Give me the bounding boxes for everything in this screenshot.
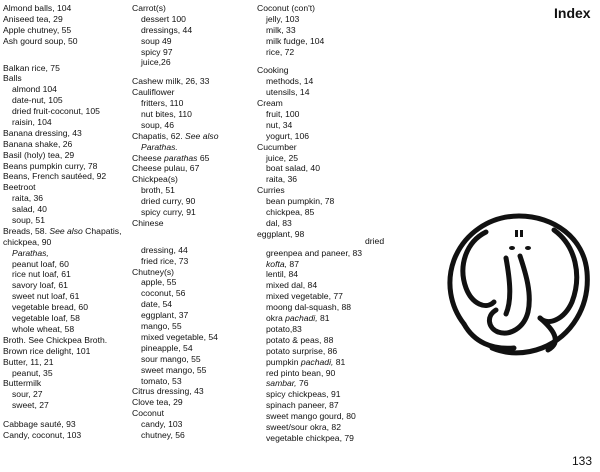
index-subentry [257, 324, 397, 335]
entry-text: savory loaf, 61 [12, 280, 68, 291]
index-subentry [257, 389, 397, 400]
index-subentry [132, 343, 258, 354]
index-subentry [257, 196, 397, 207]
index-entry [3, 14, 129, 25]
entry-text: fritters, 110 [141, 98, 184, 109]
index-subentry [3, 215, 129, 226]
entry-text: date, 54 [141, 299, 173, 310]
index-subentry [257, 174, 397, 185]
index-subentry [132, 354, 258, 365]
index-subentry [257, 218, 397, 229]
index-subentry [3, 324, 129, 335]
index-subentry [3, 117, 129, 128]
entry-tail-text: 81 [333, 356, 346, 367]
entry-text: Balkan rice, 75 [3, 62, 60, 73]
index-entry [132, 386, 258, 397]
index-subentry [132, 365, 258, 376]
entry-text: moong dal-squash, 88 [266, 302, 352, 313]
entry-text: sweet, 27 [12, 400, 49, 411]
entry-tail-text: 87 [287, 258, 299, 269]
index-subentry [3, 95, 129, 106]
entry-text: vegetable bread, 60 [12, 302, 88, 313]
index-entry [132, 174, 258, 185]
entry-text: dried fruit-coconut, 105 [12, 106, 100, 117]
index-entry [3, 430, 129, 441]
entry-text: pumpkin [266, 356, 299, 367]
entry-text: Chinese [132, 217, 164, 228]
index-subentry [132, 277, 258, 288]
index-subentry [132, 256, 258, 267]
entry-text: potato surprise, 86 [266, 345, 338, 356]
entry-text: boat salad, 40 [266, 163, 320, 174]
index-subentry [257, 335, 397, 346]
index-entry [3, 357, 129, 368]
index-subentry [3, 84, 129, 95]
entry-text: dressings, 44 [141, 24, 193, 35]
entry-text: vegetable loaf, 58 [12, 313, 80, 324]
entry-text: Citrus dressing, 43 [132, 386, 204, 397]
index-subentry [257, 422, 397, 433]
entry-text: eggplant, 98 [257, 228, 305, 239]
entry-text: Broth. See Chickpea Broth. [3, 334, 108, 345]
entry-text: spicy 97 [141, 46, 173, 57]
entry-text: nut, 34 [266, 119, 293, 130]
index-subentry [132, 310, 258, 321]
entry-text: broth, 51 [141, 185, 175, 196]
index-entry [3, 36, 129, 47]
index-subentry [3, 259, 129, 270]
index-subentry [132, 299, 258, 310]
index-entry [3, 139, 129, 150]
index-subentry [132, 196, 258, 207]
entry-text: Ash gourd soup, 50 [3, 35, 78, 46]
stray-text-fragment: dried [365, 236, 385, 246]
entry-text: Cabbage sauté, 93 [3, 419, 76, 430]
entry-text: Balls [3, 73, 22, 84]
index-subentry [257, 87, 397, 98]
index-entry [257, 65, 397, 76]
entry-text: Breads, 58. [3, 225, 47, 236]
entry-text: chickpea, 90 [3, 236, 52, 247]
entry-text: utensils, 14 [266, 87, 310, 98]
entry-tail-text: 65 [197, 152, 210, 163]
entry-text: chickpea, 85 [266, 207, 315, 218]
index-subentry [132, 430, 258, 441]
entry-text: candy, 103 [141, 419, 183, 430]
index-subentry [132, 25, 258, 36]
index-entry [132, 218, 258, 229]
index-subentry [132, 332, 258, 343]
index-subentry [132, 14, 258, 25]
index-subentry [257, 47, 397, 58]
entry-text: Banana shake, 26 [3, 138, 73, 149]
entry-text: Cashew milk, 26, 33 [132, 76, 210, 87]
entry-text: juice, 25 [266, 152, 299, 163]
page-number: 133 [572, 454, 593, 468]
entry-text: Aniseed tea, 29 [3, 13, 63, 24]
entry-text: raisin, 104 [12, 117, 52, 128]
index-entry [257, 98, 397, 109]
entry-text: Coconut (con't) [257, 3, 316, 13]
entry-text: Cheese [132, 152, 162, 163]
entry-italic-text: Parathas, [12, 247, 49, 258]
index-subentry [3, 106, 129, 117]
entry-text: okra [266, 313, 283, 324]
entry-text: Chapatis, 62. [132, 130, 183, 141]
index-entry [3, 161, 129, 172]
index-entry [132, 76, 258, 87]
index-entry [3, 237, 129, 248]
entry-text: nut bites, 110 [141, 109, 192, 120]
index-entry [3, 335, 129, 346]
index-entry [3, 3, 129, 14]
entry-text: Cauliflower [132, 87, 175, 98]
index-entry [3, 63, 129, 74]
index-entry [132, 87, 258, 98]
index-subentry [257, 76, 397, 87]
entry-text: rice, 72 [266, 46, 295, 57]
index-subentry [257, 120, 397, 131]
entry-text: Coconut [132, 408, 165, 419]
index-entry [257, 3, 397, 14]
spacer [132, 229, 258, 237]
entry-italic-text: parathas [161, 152, 198, 163]
entry-italic-text: sambar, [266, 378, 297, 389]
index-subentry [3, 302, 129, 313]
index-subentry [132, 98, 258, 109]
index-subentry [257, 14, 397, 25]
index-column-2 [132, 3, 258, 441]
entry-text: raita, 36 [266, 174, 298, 185]
entry-italic-text: See also [182, 130, 219, 141]
entry-text: almond 104 [12, 84, 57, 95]
entry-text: lentil, 84 [266, 269, 299, 280]
entry-text: chutney, 56 [141, 429, 185, 440]
index-subentry [3, 313, 129, 324]
index-subentry [257, 163, 397, 174]
entry-text: Beetroot [3, 182, 36, 193]
entry-text: soup, 46 [141, 119, 174, 130]
entry-text: milk, 33 [266, 24, 296, 35]
entry-text: soup, 51 [12, 215, 45, 226]
entry-text: sour mango, 55 [141, 353, 201, 364]
index-entry [132, 3, 258, 14]
entry-text: dessert 100 [141, 13, 186, 24]
entry-text: peanut loaf, 60 [12, 258, 69, 269]
index-subentry [132, 120, 258, 131]
entry-text: Brown rice delight, 101 [3, 345, 91, 356]
entry-tail-text: 81 [317, 313, 330, 324]
index-subentry [132, 109, 258, 120]
entry-text: Cream [257, 98, 283, 109]
entry-text: milk fudge, 104 [266, 35, 325, 46]
spacer [257, 57, 397, 65]
index-entry [132, 131, 258, 142]
index-entry [132, 163, 258, 174]
entry-italic-text: pachadi, [298, 356, 334, 367]
index-subentry [132, 245, 258, 256]
entry-text: Cooking [257, 65, 289, 76]
index-subentry [257, 248, 397, 259]
entry-text: Basil (holy) tea, 29 [3, 149, 75, 160]
entry-text: Chickpea(s) [132, 174, 178, 185]
index-subentry [257, 291, 397, 302]
entry-text: Beans, French sautéed, 92 [3, 171, 107, 182]
index-column-3 [257, 3, 397, 444]
index-subentry [3, 193, 129, 204]
entry-text: Cucumber [257, 141, 297, 152]
entry-text: sweet mango gourd, 80 [266, 411, 356, 422]
entry-text: potato,83 [266, 323, 302, 334]
index-subentry [132, 419, 258, 430]
index-subentry [132, 321, 258, 332]
index-entry [3, 73, 129, 84]
entry-text: Butter, 11, 21 [3, 356, 54, 367]
entry-text: Clove tea, 29 [132, 397, 183, 408]
index-subentry [3, 204, 129, 215]
index-subentry [132, 57, 258, 68]
index-subentry [257, 259, 397, 270]
entry-text: spinach paneer, 87 [266, 400, 339, 411]
entry-text: Almond balls, 104 [3, 3, 72, 13]
spacer [3, 47, 129, 55]
entry-text: Cheese pulau, 67 [132, 163, 200, 174]
entry-text: juice,26 [141, 57, 171, 68]
spacer [132, 237, 258, 245]
entry-text: eggplant, 37 [141, 310, 189, 321]
entry-text: raita, 36 [12, 193, 44, 204]
entry-text: potato & peas, 88 [266, 334, 334, 345]
index-entry [257, 142, 397, 153]
index-entry [3, 378, 129, 389]
entry-text: fried rice, 73 [141, 255, 189, 266]
index-entry [132, 153, 258, 164]
entry-text: Apple chutney, 55 [3, 24, 72, 35]
index-subentry [132, 47, 258, 58]
entry-text: sweet/sour okra, 82 [266, 421, 341, 432]
spacer [3, 411, 129, 419]
index-subentry [3, 280, 129, 291]
index-entry [3, 182, 129, 193]
index-subentry [257, 153, 397, 164]
spacer [132, 68, 258, 76]
entry-text: jelly, 103 [266, 13, 300, 24]
spacer [3, 55, 129, 63]
index-subentry [3, 389, 129, 400]
index-subentry [257, 368, 397, 379]
entry-italic-text: pachadi, [282, 313, 318, 324]
index-entry [3, 25, 129, 36]
entry-text: bean pumpkin, 78 [266, 196, 335, 207]
entry-text: Banana dressing, 43 [3, 127, 82, 138]
index-subentry [257, 411, 397, 422]
entry-text: dressing, 44 [141, 244, 188, 255]
entry-italic-text: See also [46, 225, 83, 236]
entry-text: salad, 40 [12, 204, 47, 215]
entry-text: peanut, 35 [12, 367, 53, 378]
index-subentry [257, 357, 397, 368]
entry-italic-text: kofta, [266, 258, 288, 269]
index-subentry [257, 433, 397, 444]
entry-text: Carrot(s) [132, 3, 166, 13]
entry-text: rice nut loaf, 61 [12, 269, 71, 280]
index-subentry [3, 291, 129, 302]
entry-text: whole wheat, 58 [12, 323, 75, 334]
index-subentry [3, 248, 129, 259]
entry-text: methods, 14 [266, 76, 314, 87]
index-subentry [257, 313, 397, 324]
index-entry [3, 346, 129, 357]
index-subentry [257, 280, 397, 291]
index-subentry [257, 207, 397, 218]
entry-text: spicy chickpeas, 91 [266, 389, 341, 400]
index-subentry [257, 109, 397, 120]
index-entry [3, 150, 129, 161]
index-entry [132, 267, 258, 278]
entry-text: Curries [257, 185, 285, 196]
entry-italic-text: Parathas. [141, 141, 178, 152]
index-entry [132, 397, 258, 408]
entry-text: sweet nut loaf, 61 [12, 291, 80, 302]
entry-text: Candy, coconut, 103 [3, 429, 82, 440]
entry-text: sweet mango, 55 [141, 364, 207, 375]
entry-text: mixed vegetable, 54 [141, 331, 218, 342]
entry-text: mixed dal, 84 [266, 280, 318, 291]
index-subentry [257, 302, 397, 313]
entry-tail-text: 76 [296, 378, 309, 389]
entry-text: spicy curry, 91 [141, 207, 196, 218]
entry-text: tomato, 53 [141, 375, 182, 386]
entry-text: vegetable chickpea, 79 [266, 432, 354, 443]
index-subentry [132, 207, 258, 218]
index-subentry [257, 346, 397, 357]
entry-text: coconut, 56 [141, 288, 186, 299]
index-subentry [132, 36, 258, 47]
entry-text: dal, 83 [266, 217, 292, 228]
page-title: Index [554, 5, 591, 21]
index-subentry [257, 378, 397, 389]
entry-text: mango, 55 [141, 321, 182, 332]
index-subentry [3, 368, 129, 379]
entry-text: Chutney(s) [132, 266, 175, 277]
entry-text: Beans pumpkin curry, 78 [3, 160, 98, 171]
ganesha-icon [444, 210, 594, 360]
entry-text: mixed vegetable, 77 [266, 291, 343, 302]
index-entry [3, 128, 129, 139]
index-subentry [257, 269, 397, 280]
index-entry [3, 171, 129, 182]
index-subentry [132, 288, 258, 299]
entry-text: fruit, 100 [266, 109, 300, 120]
index-subentry [3, 400, 129, 411]
entry-text: soup 49 [141, 35, 172, 46]
index-subentry [257, 25, 397, 36]
entry-text: apple, 55 [141, 277, 177, 288]
entry-text: date-nut, 105 [12, 95, 63, 106]
index-column-1 [3, 3, 129, 441]
index-subentry [257, 36, 397, 47]
index-subentry [132, 376, 258, 387]
index-entry [132, 408, 258, 419]
index-subentry [132, 142, 258, 153]
index-entry [257, 185, 397, 196]
index-subentry [132, 185, 258, 196]
entry-tail-text: Chapatis, [82, 225, 122, 236]
entry-text: red pinto bean, 90 [266, 367, 336, 378]
index-subentry [257, 400, 397, 411]
entry-text: dried curry, 90 [141, 196, 196, 207]
entry-text: sour, 27 [12, 389, 43, 400]
entry-text: pineapple, 54 [141, 342, 193, 353]
entry-text: yogurt, 106 [266, 130, 309, 141]
index-subentry [257, 131, 397, 142]
index-entry [3, 226, 129, 237]
index-subentry [3, 269, 129, 280]
entry-text: greenpea and paneer, 83 [266, 247, 363, 258]
entry-text: Buttermilk [3, 378, 42, 389]
index-entry [3, 419, 129, 430]
